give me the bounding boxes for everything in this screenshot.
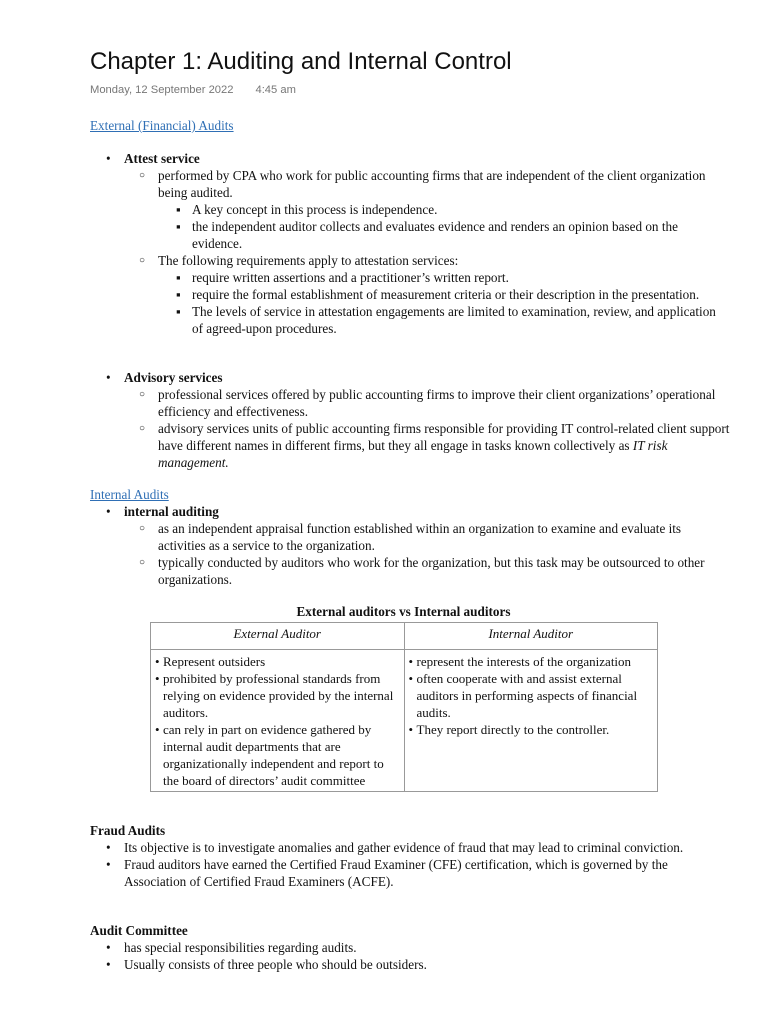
list-item: ▪ require the formal establishment of measurement criteria or their description in the presentation. — [158, 286, 730, 303]
note-time: 4:45 am — [255, 84, 296, 96]
fraud-audits-section — [90, 839, 730, 890]
list-item: ○ performed by CPA who work for public accounting firms that are independent of the client organization being audited. ▪ A key concept in this process is independence. ▪ the independent auditor collects and evaluates evidence and renders an opinion based on the evidence. — [124, 167, 730, 252]
list-item: ○ professional services offered by public accounting firms to improve their client organizations’ operational efficiency and effectiveness. — [124, 386, 730, 420]
chapter-label: Chapter 1: — [90, 48, 203, 75]
auditors-comparison-table — [150, 622, 658, 792]
list-item: • Fraud auditors have earned the Certified Fraud Examiner (CFE) certification, which is governed by the Association of Certified Fraud Examiners (ACFE). — [90, 856, 730, 890]
advisory-services-item: • Advisory services ○ professional services offered by public accounting firms to improve their client organizations’ operational efficiency and effectiveness. ○ advisory services units of public accounting firms responsible for providing IT control-related client support have different names in different firms, but they all engage in tasks known collectively as IT risk management. — [90, 369, 730, 471]
fraud-audits-heading: Fraud Audits — [90, 823, 166, 838]
list-item: ▪ A key concept in this process is independence. — [158, 201, 730, 218]
advisory-services-section — [90, 369, 730, 471]
internal-auditor-header: Internal Auditor — [404, 623, 658, 650]
list-item: ▪ require written assertions and a practitioner’s written report. — [158, 269, 730, 286]
audit-committee-heading: Audit Committee — [90, 923, 188, 938]
list-item: • often cooperate with and assist external auditors in performing aspects of financial audits. — [409, 670, 654, 721]
list-item: • can rely in part on evidence gathered by internal audit departments that are organizationally independent and report to the board of directors’ audit committee — [155, 721, 400, 789]
internal-auditing-item: • internal auditing ○ as an independent appraisal function established within an organization to examine and evaluate its activities as a service to the organization. ○ typically conducted by auditors who work for the organization, but this task may be outsourced to other organizations. — [90, 503, 730, 588]
external-auditor-header: External Auditor — [151, 623, 405, 650]
list-item: ○ as an independent appraisal function established within an organization to examine and evaluate its activities as a service to the organization. — [124, 520, 730, 554]
note-date: Monday, 12 September 2022 — [90, 84, 234, 96]
list-item: • Its objective is to investigate anomalies and gather evidence of fraud that may lead to criminal conviction. — [90, 839, 730, 856]
list-item: ○ typically conducted by auditors who work for the organization, but this task may be outsourced to other organizations. — [124, 554, 730, 588]
attest-service-item: • Attest service ○ performed by CPA who work for public accounting firms that are independent of the client organization being audited. ▪ A key concept in this process is independence. ▪ the independent auditor collects and evaluates evidence and renders an opinion based on the evidence. ○ The following requirements apply to attestation services: ▪ require written assertions and a practitioner’s written report. ▪ require the formal establishment of measurement criteria or their description in the presentation. ▪ The levels of service in attestation engagements are limited to examination, review, and application of agreed-upon procedures. — [90, 150, 730, 337]
list-item: • They report directly to the controller. — [409, 721, 654, 738]
it-risk-term: IT risk management. — [158, 438, 668, 470]
internal-audits-link[interactable]: Internal Audits — [90, 487, 169, 502]
external-audits-link[interactable]: External (Financial) Audits — [90, 118, 234, 133]
list-item: • Usually consists of three people who should be outsiders. — [90, 956, 730, 973]
list-item: • has special responsibilities regarding audits. — [90, 939, 730, 956]
chapter-title: Auditing and Internal Control — [207, 48, 512, 75]
list-item: ▪ the independent auditor collects and evaluates evidence and renders an opinion based on the evidence. — [158, 218, 730, 252]
list-item: ○ advisory services units of public accounting firms responsible for providing IT control-related client support have different names in different firms, but they all engage in tasks known collectively as IT risk management. — [124, 420, 730, 471]
table-header-row — [151, 623, 658, 650]
list-item: • represent the interests of the organization — [409, 653, 654, 670]
internal-auditor-cell — [404, 650, 658, 792]
table-caption: External auditors vs Internal auditors — [296, 604, 511, 619]
note-timestamp — [90, 82, 296, 99]
list-item: • prohibited by professional standards from relying on evidence provided by the internal auditors. — [155, 670, 400, 721]
page-title — [90, 46, 512, 78]
audit-committee-section — [90, 939, 730, 973]
external-audits-section — [90, 150, 730, 337]
internal-audits-section — [90, 503, 730, 588]
external-auditor-cell — [151, 650, 405, 792]
list-item: ▪ The levels of service in attestation engagements are limited to examination, review, and application of agreed-upon procedures. — [158, 303, 730, 337]
table-row — [151, 650, 658, 792]
list-item: • Represent outsiders — [155, 653, 400, 670]
list-item: ○ The following requirements apply to attestation services: ▪ require written assertions and a practitioner’s written report. ▪ require the formal establishment of measurement criteria or their description in the presentation. ▪ The levels of service in attestation engagements are limited to examination, review, and application of agreed-upon procedures. — [124, 252, 730, 337]
